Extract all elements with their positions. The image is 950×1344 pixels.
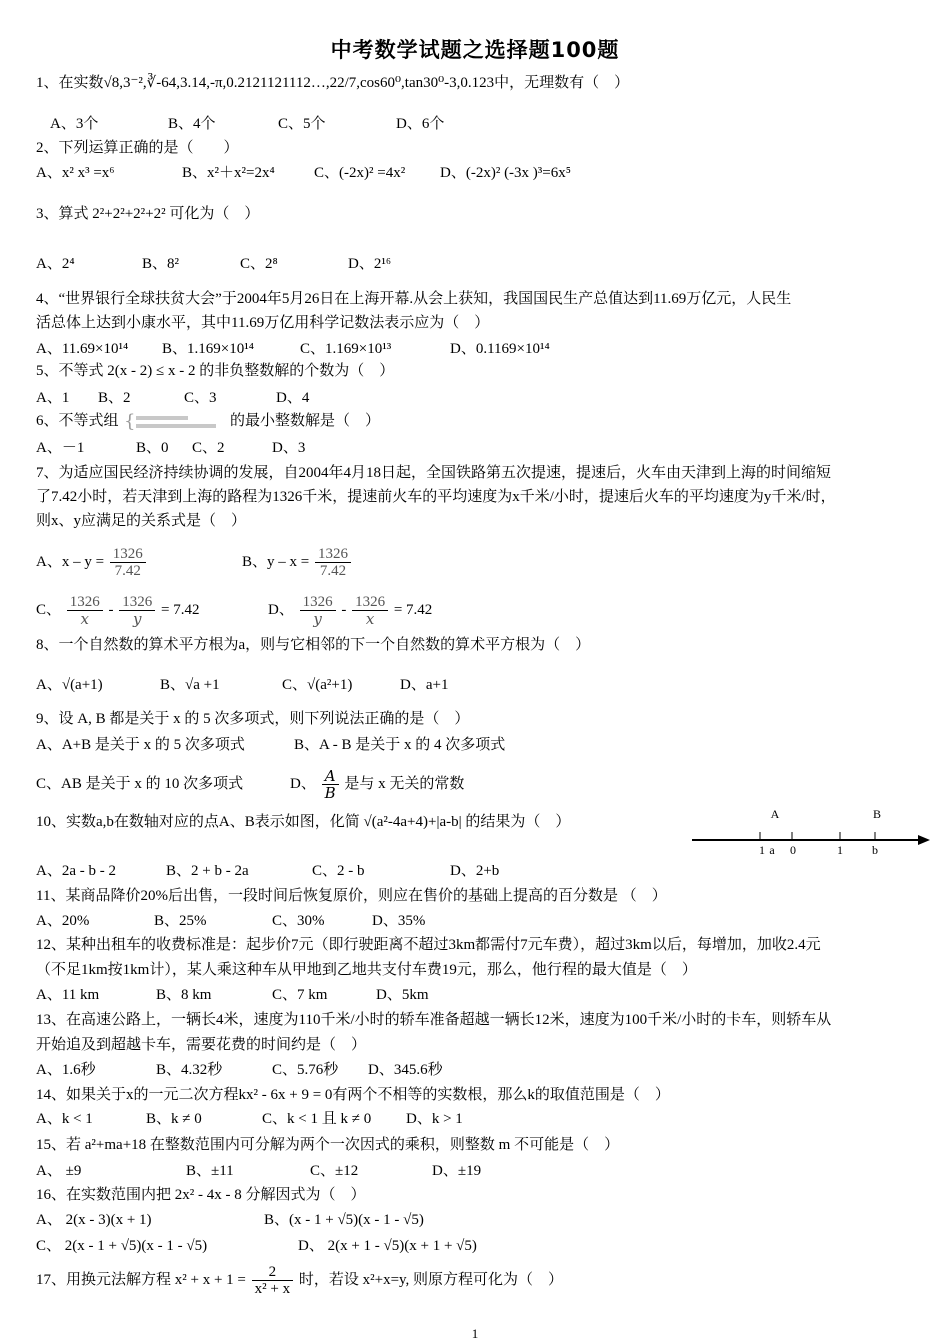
q14-option-b: B、k ≠ 0 bbox=[146, 1111, 202, 1127]
q5-options bbox=[36, 387, 309, 409]
q12-option-c: C、7 km bbox=[272, 987, 328, 1003]
q9-options-cd bbox=[36, 764, 464, 804]
q11-options bbox=[36, 910, 425, 932]
q1-option-b: B、4个 bbox=[168, 116, 216, 132]
q16-options-cd bbox=[36, 1235, 477, 1257]
q12-stem-line2: （不足1km按1km计），某人乘这种车从甲地到乙地共支付车费19元，那么，他行程的最大值是（ ） bbox=[36, 962, 697, 978]
q4-option-d: D、0.1169×10¹⁴ bbox=[450, 341, 550, 357]
q9-option-d: D、 $\frac{A}{B}$ 是与 x 无关的常数 bbox=[290, 767, 465, 803]
q8-option-d: D、a+1 bbox=[400, 677, 449, 693]
q17-stem-pre: 17、用换元法解方程 x² + x + 1 = bbox=[36, 1272, 246, 1288]
q15-stem: 15、若 a²+ma+18 在整数范围内可分解为两个一次因式的乘积，则整数 m 不可能是（ ） bbox=[36, 1137, 620, 1153]
q10-option-d: D、2+b bbox=[450, 863, 500, 879]
q16-options-ab bbox=[36, 1209, 424, 1231]
q13-stem-line1: 13、在高速公路上，一辆长4米，速度为110千米/小时的轿车准备超越一辆长12米，速度为100千米/小时的卡车，则轿车从 bbox=[36, 1012, 832, 1028]
q2-option-c: C、(-2x)² =4x² bbox=[314, 165, 406, 181]
q11-stem: 11、某商品降价20%后出售，一段时间后恢复原价，则应在售价的基础上提高的百分数是 （ ） bbox=[36, 888, 667, 904]
tick-label-1: 1 bbox=[759, 843, 765, 856]
q5-option-c: C、3 bbox=[184, 390, 217, 406]
q12-option-a: A、11 km bbox=[36, 987, 100, 1003]
q4-stem-line2: 活总体上达到小康水平，其中11.69万亿用科学记数法表示应为（ ） bbox=[36, 315, 490, 331]
q7-stem-line2: 了7.42小时，若天津到上海的路程为1326千米，提速前火车的平均速度为x千米/小时，提速后火车的平均速度为y千米/时， bbox=[36, 489, 836, 505]
q14-stem: 14、如果关于x的一元二次方程kx² - 6x + 9 = 0有两个不相等的实数根，那么k的取值范围是（ ） bbox=[36, 1087, 670, 1103]
q8-option-a: A、√(a+1) bbox=[36, 677, 103, 693]
q7-options-ab bbox=[36, 542, 353, 582]
q17-stem-post: 时，若设 x²+x=y, 则原方程可化为（ ） bbox=[298, 1272, 564, 1288]
q16-option-a: A、 2(x - 3)(x + 1) bbox=[36, 1212, 152, 1228]
q8-option-b: B、√a +1 bbox=[160, 677, 220, 693]
q4-options bbox=[36, 338, 550, 360]
q7-options-cd bbox=[36, 590, 432, 630]
q9-option-b: B、A - B 是关于 x 的 4 次多项式 bbox=[294, 737, 506, 753]
q16-option-d: D、 2(x + 1 - √5)(x + 1 + √5) bbox=[298, 1238, 477, 1254]
q6-stem-post: 的最小整数解是（ ） bbox=[230, 413, 381, 429]
tick-label-1b: 1 bbox=[837, 843, 843, 856]
q6-option-b: B、0 bbox=[136, 440, 169, 456]
q7-stem-line3: 则x、y应满足的关系式是（ ） bbox=[36, 513, 247, 529]
q16-option-b: B、(x - 1 + √5)(x - 1 - √5) bbox=[264, 1212, 424, 1228]
q11-option-c: C、30% bbox=[272, 913, 325, 929]
q3-option-d: D、2¹⁶ bbox=[348, 256, 392, 272]
q17-stem bbox=[36, 1262, 563, 1298]
q2-options bbox=[36, 162, 571, 184]
point-a-label: A bbox=[770, 807, 780, 821]
tick-label-0: 0 bbox=[790, 843, 796, 856]
q14-options bbox=[36, 1108, 463, 1130]
q1-stem: 1、在实数√8,3⁻²,∛-64,3.14,-π,0.2121121112…,22/7,cos60⁰,tan30⁰-3,0.123中，无理数有（ ） bbox=[36, 75, 630, 91]
q3-stem: 3、算式 2²+2²+2²+2² 可化为（ ） bbox=[36, 206, 260, 222]
q7-option-b: B、y – x = $\frac{1326}{7.42}$ bbox=[242, 542, 353, 582]
q13-option-a: A、1.6秒 bbox=[36, 1062, 96, 1078]
q7-option-d: D、 $\frac{1326}{y}$ - $\frac{1326}{x}$ = 7.42 bbox=[268, 594, 433, 629]
q6-option-a: A、－1 bbox=[36, 440, 85, 456]
q12-option-b: B、8 km bbox=[156, 987, 212, 1003]
q10-option-a: A、2a - b - 2 bbox=[36, 863, 116, 879]
q1-option-c: C、5个 bbox=[278, 116, 326, 132]
q2-option-a: A、x² x³ =x⁶ bbox=[36, 165, 115, 181]
tick-label-a: a bbox=[769, 843, 775, 856]
q16-stem: 16、在实数范围内把 2x² - 4x - 8 分解因式为（ ） bbox=[36, 1187, 366, 1203]
q4-stem-line1: 4、“世界银行全球扶贫大会”于2004年5月26日在上海开幕.从会上获知，我国国民生产总值达到11.69万亿元，人民生 bbox=[36, 291, 792, 307]
q9-option-a: A、A+B 是关于 x 的 5 次多项式 bbox=[36, 737, 245, 753]
q14-option-a: A、k < 1 bbox=[36, 1111, 93, 1127]
q12-stem-line1: 12、某种出租车的收费标准是：起步价7元（即行驶距离不超过3km都需付7元车费），超过3km以后，每增加，加收2.4元 bbox=[36, 937, 821, 953]
q14-option-d: D、k > 1 bbox=[406, 1111, 463, 1127]
q5-option-d: D、4 bbox=[276, 390, 310, 406]
q4-option-b: B、1.169×10¹⁴ bbox=[162, 341, 254, 357]
q2-stem: 2、下列运算正确的是（ ） bbox=[36, 140, 239, 156]
q11-option-b: B、25% bbox=[154, 913, 207, 929]
q15-options bbox=[36, 1160, 481, 1182]
q10-option-b: B、2 + b - 2a bbox=[166, 863, 249, 879]
q9-options-ab bbox=[36, 734, 505, 756]
q8-stem: 8、一个自然数的算术平方根为a，则与它相邻的下一个自然数的算术平方根为（ ） bbox=[36, 637, 591, 653]
q3-option-b: B、8² bbox=[142, 256, 180, 272]
q13-option-d: D、345.6秒 bbox=[368, 1062, 443, 1078]
number-line-figure bbox=[690, 806, 930, 856]
q8-option-c: C、√(a²+1) bbox=[282, 677, 353, 693]
q6-option-c: C、2 bbox=[192, 440, 225, 456]
tick-label-b: b bbox=[872, 843, 878, 856]
q8-options bbox=[36, 674, 448, 696]
q2-option-b: B、x²＋x²=2x⁴ bbox=[182, 165, 275, 181]
q4-option-c: C、1.169×10¹³ bbox=[300, 341, 392, 357]
svg-text:{: { bbox=[124, 411, 136, 432]
q1-option-d: D、6个 bbox=[396, 116, 445, 132]
q7-option-a: A、x – y = $\frac{1326}{7.42}$ bbox=[36, 542, 242, 582]
q9-stem: 9、设 A, B 都是关于 x 的 5 次多项式，则下列说法正确的是（ ） bbox=[36, 711, 470, 727]
q13-stem-line2: 开始追及到超越卡车，需要花费的时间约是（ ） bbox=[36, 1037, 367, 1053]
q13-options bbox=[36, 1059, 443, 1081]
q3-option-c: C、2⁸ bbox=[240, 256, 278, 272]
q15-option-c: C、±12 bbox=[310, 1163, 359, 1179]
q5-stem: 5、不等式 2(x - 2) ≤ x - 2 的非负整数解的个数为（ ） bbox=[36, 363, 395, 379]
q6-inequality-system bbox=[122, 412, 226, 432]
q16-option-c: C、 2(x - 1 + √5)(x - 1 - √5) bbox=[36, 1238, 208, 1254]
q10-options bbox=[36, 860, 499, 882]
q10-stem: 10、实数a,b在数轴对应的点A、B表示如图，化简 √(a²-4a+4)+|a-b| 的结果为（ ） bbox=[36, 814, 571, 830]
q12-option-d: D、5km bbox=[376, 987, 429, 1003]
q5-option-b: B、2 bbox=[98, 390, 131, 406]
page-title: 中考数学试题之选择题100题 bbox=[330, 38, 620, 62]
q15-option-b: B、±11 bbox=[186, 1163, 234, 1179]
q4-option-a: A、11.69×10¹⁴ bbox=[36, 341, 129, 357]
q2-option-d: D、(-2x)² (-3x )³=6x⁵ bbox=[440, 165, 571, 181]
q13-option-c: C、5.76秒 bbox=[272, 1062, 339, 1078]
q1-options bbox=[50, 113, 444, 135]
q15-option-a: A、 ±9 bbox=[36, 1163, 82, 1179]
point-b-label: B bbox=[872, 807, 882, 821]
q7-option-c: C、 $\frac{1326}{x}$ - $\frac{1326}{y}$ = 7.42 bbox=[36, 594, 200, 629]
q17-fraction: $\frac{2}{\text{x² + x}}$ bbox=[252, 1264, 293, 1297]
q9-option-c: C、AB 是关于 x 的 10 次多项式 bbox=[36, 776, 244, 792]
q3-options bbox=[36, 253, 391, 275]
q6-stem bbox=[36, 410, 380, 432]
q15-option-d: D、±19 bbox=[432, 1163, 482, 1179]
q13-option-b: B、4.32秒 bbox=[156, 1062, 223, 1078]
q6-stem-pre: 6、不等式组 bbox=[36, 413, 119, 429]
q7-stem-line1: 7、为适应国民经济持续协调的发展，自2004年4月18日起，全国铁路第五次提速，提速后，火车由天津到上海的时间缩短 bbox=[36, 465, 832, 481]
q11-option-d: D、35% bbox=[372, 913, 426, 929]
q5-option-a: A、1 bbox=[36, 390, 70, 406]
q12-options bbox=[36, 984, 429, 1006]
q14-option-c: C、k < 1 且 k ≠ 0 bbox=[262, 1111, 372, 1127]
q1-option-a: A、3个 bbox=[50, 116, 99, 132]
q3-option-a: A、2⁴ bbox=[36, 256, 75, 272]
q11-option-a: A、20% bbox=[36, 913, 90, 929]
q6-options bbox=[36, 437, 305, 459]
page-number: 1 bbox=[471, 1326, 479, 1341]
q6-option-d: D、3 bbox=[272, 440, 306, 456]
q10-option-c: C、2 - b bbox=[312, 863, 365, 879]
